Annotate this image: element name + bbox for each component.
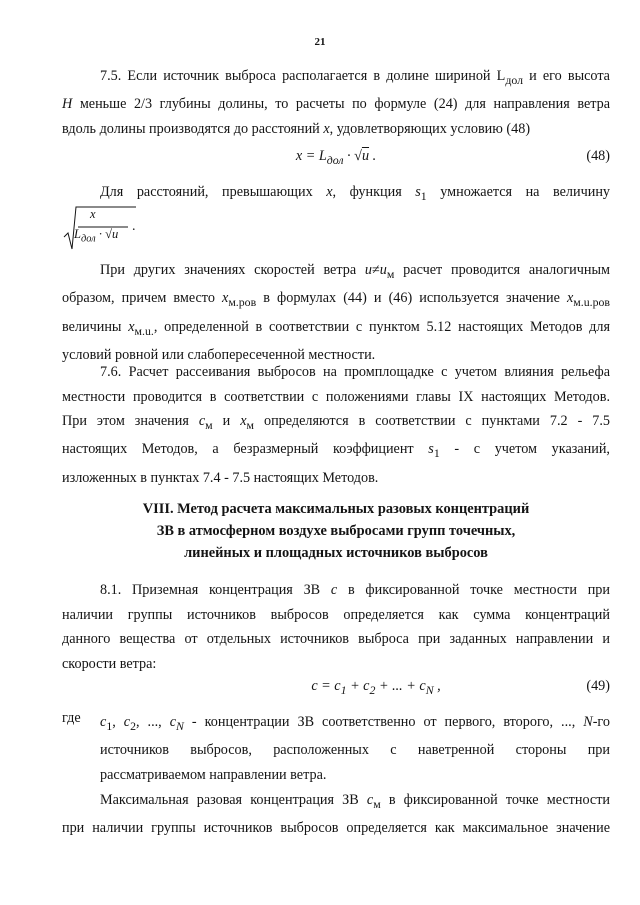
text-line: условий ровной или слабопересеченной местности. — [62, 346, 376, 363]
formula-48-row — [62, 148, 610, 172]
fraction-numerator: x — [90, 207, 96, 221]
text-line: величины $x_{м.u.}$, определенной в соответствии с пунктом 5.12 настоящих Методов для — [62, 318, 610, 338]
text-line: вдоль долины производятся до расстояний x, удовлетворяющих условию (48) — [62, 120, 531, 137]
equation-number-49: (49) — [586, 678, 610, 694]
heading-line: VIII. Метод расчета максимальных разовых концентраций — [142, 501, 530, 517]
text-line: наличии группы источников выбросов определяется как сумма концентраций — [62, 606, 610, 623]
paragraph-8-1 — [62, 578, 610, 676]
paragraph-distances — [62, 180, 610, 208]
text-line: при наличии группы источников выбросов определяется как максимальное значение — [62, 820, 610, 837]
text-line: При этом значения $c_м$ и $x_м$ определяются в соответствии с пунктами 7.2 - 7.5 — [62, 413, 611, 432]
paragraph-other-speeds — [62, 258, 610, 367]
formula-49-row — [62, 678, 610, 702]
text-line: местности проводится в соответствии с положениями главы IX настоящих Методов. — [62, 388, 610, 405]
paragraph-max-concentration — [62, 788, 610, 841]
text-line: настоящих Методов, а безразмерный коэффициент $s_1$ - с учетом указаний, — [62, 441, 610, 461]
where-definitions — [100, 710, 610, 787]
text-line: При других значениях скоростей ветра $u\ne u_м$ расчет проводится аналогичным — [100, 262, 610, 281]
formula-48: $x = L_{дол} \cdot √u$ . — [295, 148, 377, 167]
heading-line: линейных и площадных источников выбросов — [184, 545, 488, 561]
heading-line: ЗВ в атмосферном воздухе выбросами групп точечных, — [156, 523, 516, 539]
paragraph-7-5 — [62, 64, 610, 141]
text-line: рассматриваемом направлении ветра. — [100, 766, 327, 783]
text-line: $c_1$, $c_2$, ..., $c_N$ - концентрации ЗВ соответственно от первого, второго, ..., N-го — [100, 714, 610, 733]
text-line: 7.6. Расчет рассеивания выбросов на промплощадке с учетом влияния рельефа — [100, 364, 610, 380]
section-heading-viii — [62, 498, 610, 564]
paragraph-7-6 — [62, 360, 610, 490]
text-line: источников выбросов, расположенных с наветренной стороны при — [100, 742, 610, 759]
text-line: образом, причем вместо $x_{м.ров}$ в формулах (44) и (46) используется значение $x_{м.u.ров}$ — [62, 290, 610, 310]
radical-fraction: x $L_{дол} \cdot √u$ . — [62, 205, 142, 249]
text-line: 8.1. Приземная концентрация ЗВ c в фиксированной точке местности при — [100, 582, 610, 598]
text-line: скорости ветра: — [62, 655, 157, 672]
text-line: 7.5. Если источник выброса располагается в долине шириной $L_{дол}$ и его высота — [100, 68, 610, 87]
text-line: H меньше 2/3 глубины долины, то расчеты по формуле (24) для направления ветра — [62, 96, 610, 113]
where-label: где — [62, 710, 81, 726]
text-line: Максимальная разовая концентрация ЗВ $c_м$ в фиксированной точке местности — [100, 792, 610, 811]
page-number: 21 — [314, 36, 326, 48]
equation-number-48: (48) — [586, 148, 610, 164]
text-line: данного вещества от отдельных источников выброса при заданных направлении и — [62, 631, 610, 647]
text-line: изложенных в пунктах 7.4 - 7.5 настоящих Методов. — [62, 469, 379, 486]
text-line: Для расстояний, превышающих x, функция $s_1$ умножается на величину — [100, 184, 611, 203]
formula-49: $c = c_1 + c_2$ + ... + $c_N$ , — [311, 678, 441, 697]
fraction-denominator: $L_{дол} \cdot √u$ — [74, 227, 119, 245]
